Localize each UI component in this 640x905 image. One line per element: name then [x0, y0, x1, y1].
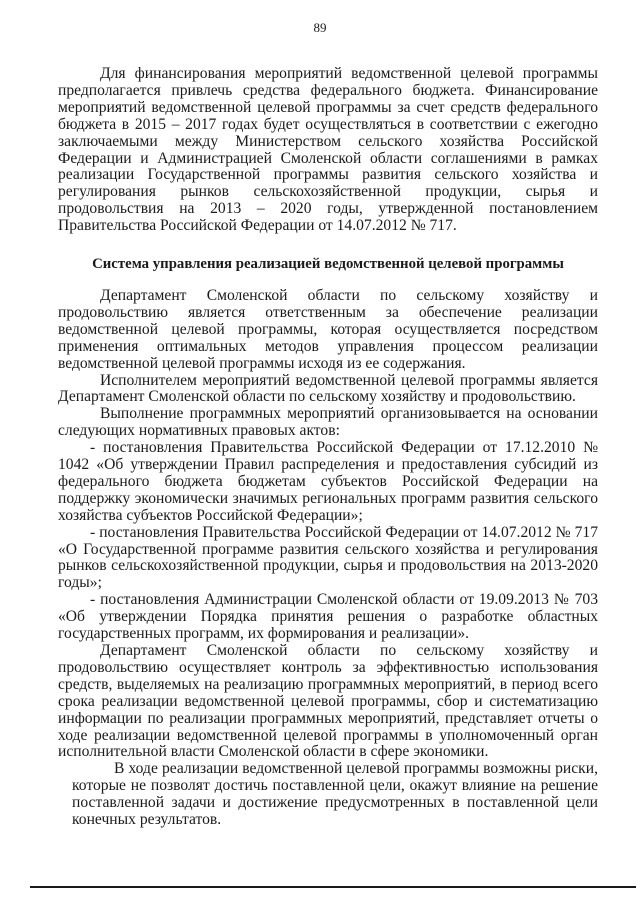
legal-act-item: - постановления Администрации Смоленской области от 19.09.2013 № 703 «Об утверждении Порядка принятия решения о разработке областных государственных программ, их формирования и реализации».: [58, 591, 598, 643]
page-number: 89: [313, 20, 327, 35]
document-body: [58, 66, 598, 829]
section-heading: Система управления реализацией ведомственной целевой программы: [92, 256, 564, 273]
paragraph-executor: Исполнителем мероприятий ведомственной целевой программы является Департамент Смоленской области по сельскому хозяйству и продовольствию.: [58, 371, 598, 406]
paragraph-control: Департамент Смоленской области по сельскому хозяйству и продовольствию осуществляет контроль за эффективностью использования средств, выделяемых на реализацию программных мероприятий, в период всего срока реализации ведомственной целевой программы, сбор и систематизацию информации по реализации программных мероприятий, представляет отчеты о ходе реализации ведомственной целевой программы в уполномоченный орган исполнительной власти Смоленской области в сфере экономики.: [58, 642, 598, 761]
legal-act-item: - постановления Правительства Российской Федерации от 17.12.2010 № 1042 «Об утверждении Правил распределения и предоставления субсидий из федерального бюджета бюджетам субъектов Российской Федерации на поддержку экономически значимых региональных программ развития сельского хозяйства субъектов Российской Федерации»;: [58, 439, 598, 524]
paragraph-risks: В ходе реализации ведомственной целевой программы возможны риски, которые не позволят достичь поставленной цели, окажут влияние на решение поставленной задачи и достижение предусмотренных в поставленной цели конечных результатов.: [72, 760, 598, 829]
bottom-rule-line: [30, 886, 636, 888]
paragraph-financing: Для финансирования мероприятий ведомственной целевой программы предполагается привлечь средства федерального бюджета. Финансирование мероприятий ведомственной целевой программы за счет средств федерального бюджета в 2015 – 2017 годах будет осуществляться в соответствии с ежегодно заключаемыми между Министерством сельского хозяйства Российской Федерации и Администрацией Смоленской области соглашениями в рамках реализации Государственной программы развития сельского хозяйства и регулирования рынков сельскохозяйственной продукции, сырья и продовольствия на 2013 – 2020 годы, утвержденной постановлением Правительства Российской Федерации от 14.07.2012 № 717.: [58, 65, 598, 235]
paragraph-legal-basis: Выполнение программных мероприятий организовывается на основании следующих нормативных правовых актов:: [58, 405, 598, 440]
legal-act-item: - постановления Правительства Российской Федерации от 14.07.2012 № 717 «О Государственной программе развития сельского хозяйства и регулирования рынков сельскохозяйственной продукции, сырья и продовольствия на 2013-2020 годы»;: [58, 523, 598, 592]
paragraph-department-responsible: Департамент Смоленской области по сельскому хозяйству и продовольствию является ответственным за обеспечение реализации ведомственной целевой программы, которая осуществляется посредством применения оптимальных методов управления процессом реализации ведомственной целевой программы исходя из ее содержания.: [58, 286, 598, 372]
